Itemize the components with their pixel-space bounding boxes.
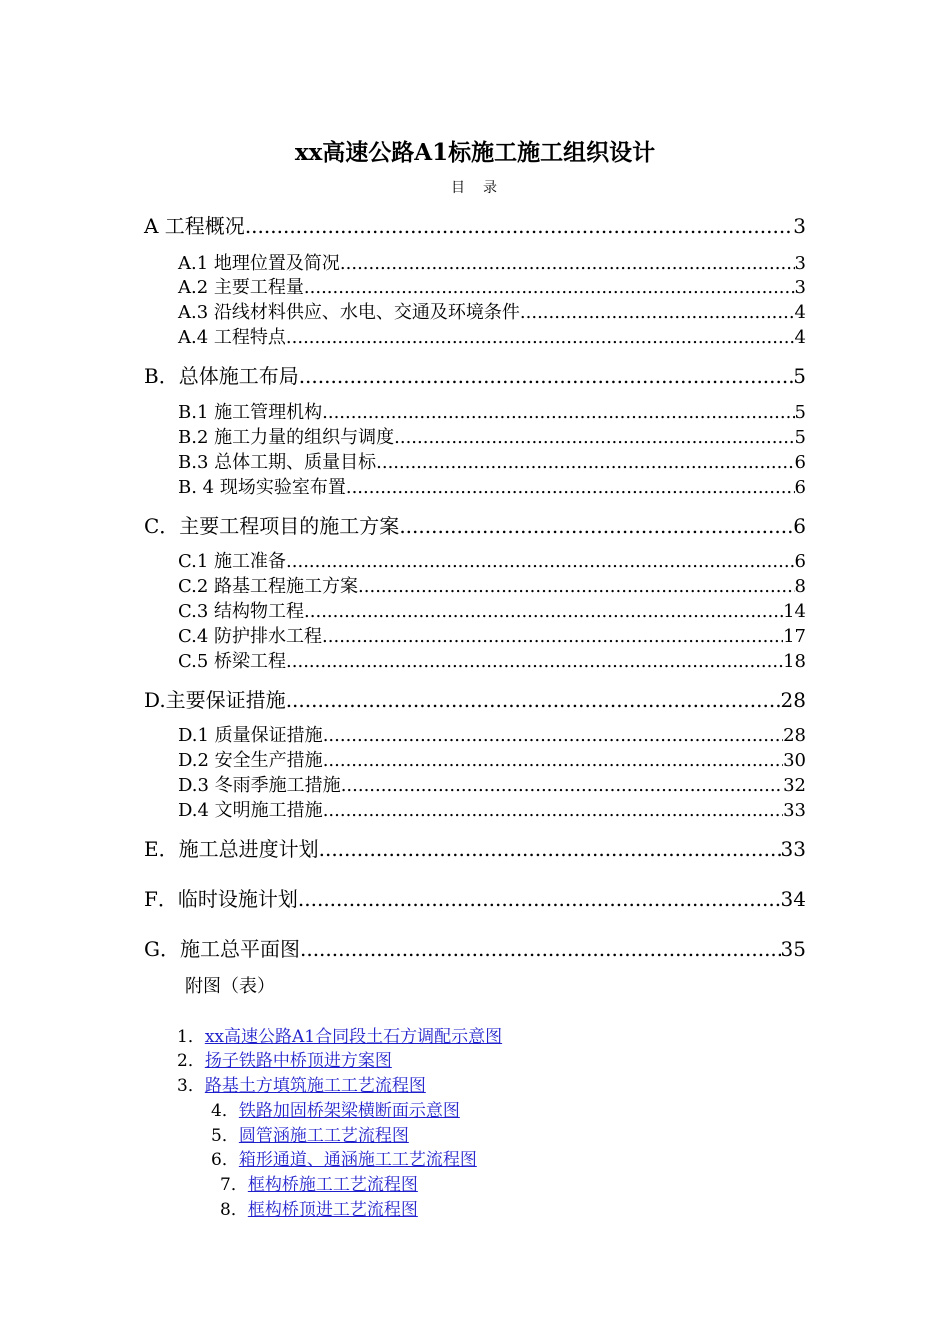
toc-entry-c[interactable]: [144, 510, 806, 539]
toc-entry-b3[interactable]: [178, 448, 806, 474]
toc-page-number: 3: [794, 253, 806, 274]
toc-page-number: 32: [783, 775, 806, 796]
toc-page-number: 4: [794, 327, 806, 348]
toc-entry-b[interactable]: [144, 360, 806, 389]
appendix-item-number: 3．: [177, 1076, 205, 1096]
appendix-item: [220, 1195, 418, 1220]
toc-leader: [304, 601, 783, 622]
toc-entry-text: A.1 地理位置及简况: [178, 253, 340, 274]
toc-entry-text: D.2 安全生产措施: [178, 750, 323, 771]
toc-leader: [286, 551, 795, 572]
toc-heading: 目 录: [451, 180, 499, 196]
toc-entry-b2[interactable]: [178, 423, 806, 449]
toc-leader: [520, 302, 795, 323]
toc-entry-text: B.2 施工力量的组织与调度: [178, 427, 395, 448]
toc-page-number: 5: [794, 402, 806, 423]
appendix-link[interactable]: 框构桥顶进工艺流程图: [247, 1200, 418, 1220]
appendix-item-number: 8．: [220, 1200, 248, 1220]
appendix-item-number: 7．: [220, 1175, 248, 1195]
toc-entry-text: C.4 防护排水工程: [178, 626, 323, 647]
toc-leader: [245, 214, 793, 238]
toc-entry-f[interactable]: [144, 883, 806, 912]
toc-page-number: 5: [793, 364, 806, 388]
toc-entry-text: G．施工总平面图: [144, 937, 300, 961]
toc-entry-c4[interactable]: [178, 622, 806, 648]
appendix-item: [220, 1170, 418, 1195]
toc-entry-b4[interactable]: [178, 473, 806, 499]
appendix-item-number: 1．: [177, 1027, 205, 1047]
toc-entry-text: B.3 总体工期、质量目标: [178, 452, 377, 473]
appendix-item-number: 4．: [211, 1101, 239, 1121]
toc-page-number: 6: [794, 551, 806, 572]
appendix-item-number: 5．: [211, 1126, 239, 1146]
toc-entry-e[interactable]: [144, 833, 806, 862]
toc-page-number: 5: [794, 427, 806, 448]
toc-page-number: 17: [783, 626, 806, 647]
toc-leader: [299, 364, 794, 388]
toc-entry-c2[interactable]: [178, 572, 806, 598]
appendix-item-number: 2．: [177, 1051, 205, 1071]
toc-entry-text: B．总体施工布局: [144, 364, 299, 388]
toc-entry-d3[interactable]: [178, 771, 806, 797]
toc-entry-a3[interactable]: [178, 298, 806, 324]
toc-entry-text: A 工程概况: [144, 214, 245, 238]
toc-entry-text: C.3 结构物工程: [178, 601, 305, 622]
toc-entry-a4[interactable]: [178, 323, 806, 349]
toc-entry-c1[interactable]: [178, 547, 806, 573]
appendix-link[interactable]: 铁路加固桥架梁横断面示意图: [238, 1101, 460, 1121]
toc-entry-d4[interactable]: [178, 796, 806, 822]
toc-leader: [323, 800, 783, 821]
appendix-heading: 附图（表）: [185, 976, 275, 997]
toc-entry-text: B.1 施工管理机构: [178, 402, 323, 423]
document-title: xx高速公路A1标施工施工组织设计: [294, 139, 656, 166]
toc-entry-text: F．临时设施计划: [144, 887, 298, 911]
toc-leader: [286, 688, 781, 712]
appendix-link[interactable]: 圆管涵施工工艺流程图: [238, 1126, 409, 1146]
toc-page-number: 18: [783, 651, 806, 672]
appendix-item: [177, 1022, 502, 1047]
appendix-link[interactable]: 箱形通道、通涵施工工艺流程图: [238, 1150, 477, 1170]
toc-page-number: 33: [780, 837, 806, 861]
toc-entry-text: C.5 桥梁工程: [178, 651, 287, 672]
toc-entry-text: C.2 路基工程施工方案: [178, 576, 359, 597]
toc-page-number: 6: [794, 452, 806, 473]
appendix-item: [211, 1145, 477, 1170]
toc-entry-a1[interactable]: [178, 249, 806, 275]
toc-entry-text: A.2 主要工程量: [178, 277, 304, 298]
toc-leader: [323, 750, 783, 771]
toc-leader: [376, 452, 794, 473]
toc-entry-text: E．施工总进度计划: [144, 837, 319, 861]
toc-leader: [399, 514, 793, 538]
toc-page-number: 6: [794, 477, 806, 498]
toc-page-number: 6: [793, 514, 806, 538]
toc-leader: [358, 576, 795, 597]
toc-entry-text: A.3 沿线材料供应、水电、交通及环境条件: [178, 302, 520, 323]
toc-entry-g[interactable]: [144, 933, 806, 962]
appendix-item-number: 6．: [211, 1150, 239, 1170]
appendix-link[interactable]: 框构桥施工工艺流程图: [247, 1175, 418, 1195]
toc-entry-d1[interactable]: [178, 721, 806, 747]
toc-entry-b1[interactable]: [178, 398, 806, 424]
appendix-item: [211, 1121, 409, 1146]
toc-page-number: 3: [794, 277, 806, 298]
toc-leader: [346, 477, 795, 498]
toc-page-number: 28: [780, 688, 806, 712]
toc-leader: [322, 626, 783, 647]
toc-entry-text: C．主要工程项目的施工方案: [144, 514, 400, 538]
appendix-link[interactable]: 路基土方填筑施工工艺流程图: [204, 1076, 426, 1096]
toc-entry-text: D.主要保证措施: [144, 688, 286, 712]
toc-page-number: 4: [794, 302, 806, 323]
toc-leader: [304, 277, 795, 298]
toc-leader: [286, 327, 795, 348]
toc-entry-text: B. 4 现场实验室布置: [178, 477, 346, 498]
toc-entry-text: D.4 文明施工措施: [178, 800, 323, 821]
toc-entry-d2[interactable]: [178, 746, 806, 772]
toc-entry-c5[interactable]: [178, 647, 806, 673]
appendix-link[interactable]: xx高速公路A1合同段土石方调配示意图: [204, 1027, 503, 1047]
toc-leader: [394, 427, 794, 448]
toc-page-number: 30: [783, 750, 806, 771]
toc-entry-text: C.1 施工准备: [178, 551, 287, 572]
toc-page-number: 34: [780, 887, 806, 911]
toc-entry-a2[interactable]: [178, 273, 806, 299]
toc-leader: [319, 837, 781, 861]
toc-page-number: 14: [783, 601, 806, 622]
toc-page-number: 3: [793, 214, 806, 238]
toc-leader: [298, 887, 781, 911]
toc-leader: [300, 937, 781, 961]
toc-entry-d[interactable]: [144, 684, 806, 713]
toc-entry-c3[interactable]: [178, 597, 806, 623]
toc-entry-text: D.1 质量保证措施: [178, 725, 323, 746]
toc-leader: [323, 725, 783, 746]
toc-entry-a[interactable]: [144, 210, 806, 239]
appendix-item: [211, 1096, 460, 1121]
toc-page-number: 35: [780, 937, 806, 961]
toc-page-number: 8: [794, 576, 806, 597]
toc-page-number: 33: [783, 800, 806, 821]
appendix-link[interactable]: 扬子铁路中桥顶进方案图: [204, 1051, 392, 1071]
toc-leader: [340, 253, 795, 274]
toc-leader: [286, 651, 783, 672]
appendix-item: [177, 1046, 392, 1071]
toc-entry-text: D.3 冬雨季施工措施: [178, 775, 341, 796]
appendix-item: [177, 1071, 426, 1096]
toc-leader: [341, 775, 783, 796]
toc-entry-text: A.4 工程特点: [178, 327, 286, 348]
toc-page-number: 28: [783, 725, 806, 746]
toc-leader: [322, 402, 794, 423]
